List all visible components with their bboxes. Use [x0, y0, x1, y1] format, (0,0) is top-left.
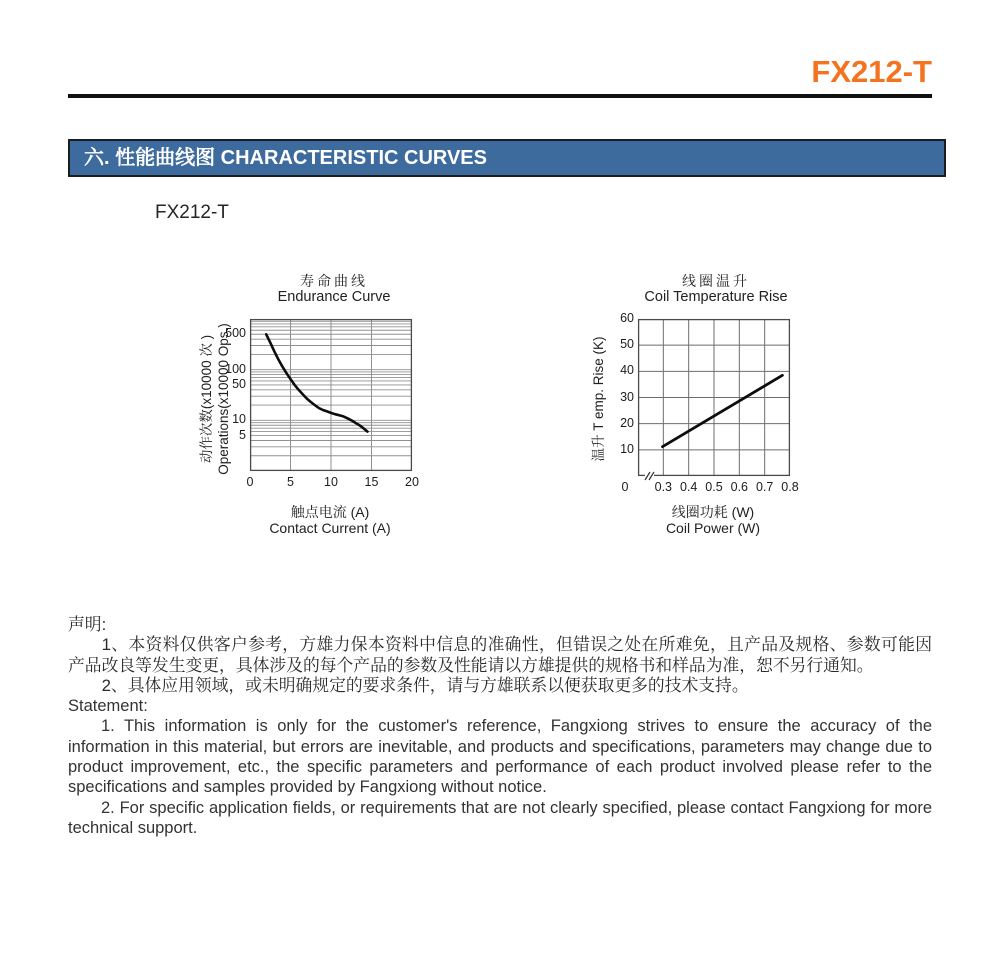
- model-label: FX212-T: [155, 202, 229, 223]
- y-axis-label: 温升 T emp. Rise (K): [591, 336, 606, 462]
- y-tick-label: 10: [232, 412, 246, 427]
- header-rule: [68, 94, 932, 98]
- y-axis-label: [198, 284, 232, 514]
- statement-heading-en: Statement:: [68, 697, 148, 716]
- x-tick-label: 0.5: [705, 480, 723, 494]
- statement-item-en: 2. For specific application fields, or requirements that are not clearly specified, please contact Fangxiong for more technical support.: [68, 798, 932, 837]
- endurance-curve-chart: [180, 265, 450, 560]
- coil-temperature-rise-chart: [570, 265, 860, 560]
- x-tick-label: 5: [287, 475, 294, 489]
- x-tick-label: 0.4: [679, 480, 698, 494]
- x-tick-label: 0.7: [755, 480, 774, 494]
- x-axis-label-cn: 线圈功耗 (W): [671, 504, 755, 520]
- y-tick-label: 10: [620, 441, 634, 456]
- y-tick-label: 40: [620, 363, 634, 378]
- x-tick-label: 0: [621, 480, 629, 494]
- y-tick-label: 20: [620, 415, 634, 430]
- y-tick-label: 50: [620, 337, 634, 352]
- x-tick-label: 10: [324, 475, 338, 489]
- plot-area: [638, 319, 790, 476]
- statement-item-en: 1. This information is only for the customer's reference, Fangxiong strives to ensure the accuracy of the information in this material, but errors are inevitable, and products and specifications, parameters may change due to product improvement, etc., the specific parameters and performance of each product involved please refer to the specifications and samples provided by Fangxiong without notice.: [68, 717, 932, 797]
- y-tick-label: 30: [620, 389, 634, 404]
- x-tick-label: 0.8: [781, 480, 799, 494]
- x-tick-label: 20: [405, 475, 419, 489]
- chart-title-en: Coil Temperature Rise: [644, 289, 788, 305]
- section-banner: 六. 性能曲线图 CHARACTERISTIC CURVES: [68, 139, 946, 177]
- statement-item-cn: 1、本资料仅供客户参考，方雄力保本资料中信息的准确性，但错误之处在所难免，且产品及规格、参数可能因产品改良等发生变更，具体涉及的每个产品的参数及性能请以方雄提供的规格书和样品为准，恕不另行通知。: [68, 635, 932, 675]
- x-axis-label-en: Contact Current (A): [269, 520, 391, 536]
- x-tick-label: 15: [364, 475, 379, 489]
- data-curve: [266, 334, 367, 431]
- plot-svg: [638, 319, 790, 476]
- statement-item-cn: 2、具体应用领域，或未明确规定的要求条件，请与方雄联系以便获取更多的技术支持。: [101, 675, 749, 695]
- y-axis-label-cn: 动作次数(x10000 次 ): [199, 334, 214, 464]
- y-tick-label: 500: [225, 326, 246, 341]
- statement-heading-cn: 声明:: [68, 615, 107, 634]
- statement-block: [68, 615, 932, 838]
- y-tick-label: 100: [225, 361, 246, 376]
- chart-title-en: Endurance Curve: [277, 289, 391, 305]
- plot-svg: [250, 319, 412, 471]
- chart-title-cn: 线圈温升: [682, 273, 750, 289]
- y-axis-label-en: Operations(x10000 Ops.): [216, 323, 231, 475]
- y-tick-label: 60: [620, 311, 634, 325]
- y-tick-label: 50: [232, 376, 246, 391]
- x-tick-label: 0.3: [654, 480, 673, 494]
- x-tick-label: 0.6: [730, 480, 749, 494]
- x-axis-label-cn: 触点电流 (A): [290, 504, 370, 520]
- y-tick-label: 5: [239, 427, 246, 442]
- page-title: FX212-T: [811, 54, 932, 89]
- plot-area: [250, 319, 412, 471]
- x-axis-label-en: Coil Power (W): [665, 520, 761, 536]
- x-tick-label: 0: [246, 475, 254, 489]
- chart-title-cn: 寿命曲线: [300, 273, 368, 289]
